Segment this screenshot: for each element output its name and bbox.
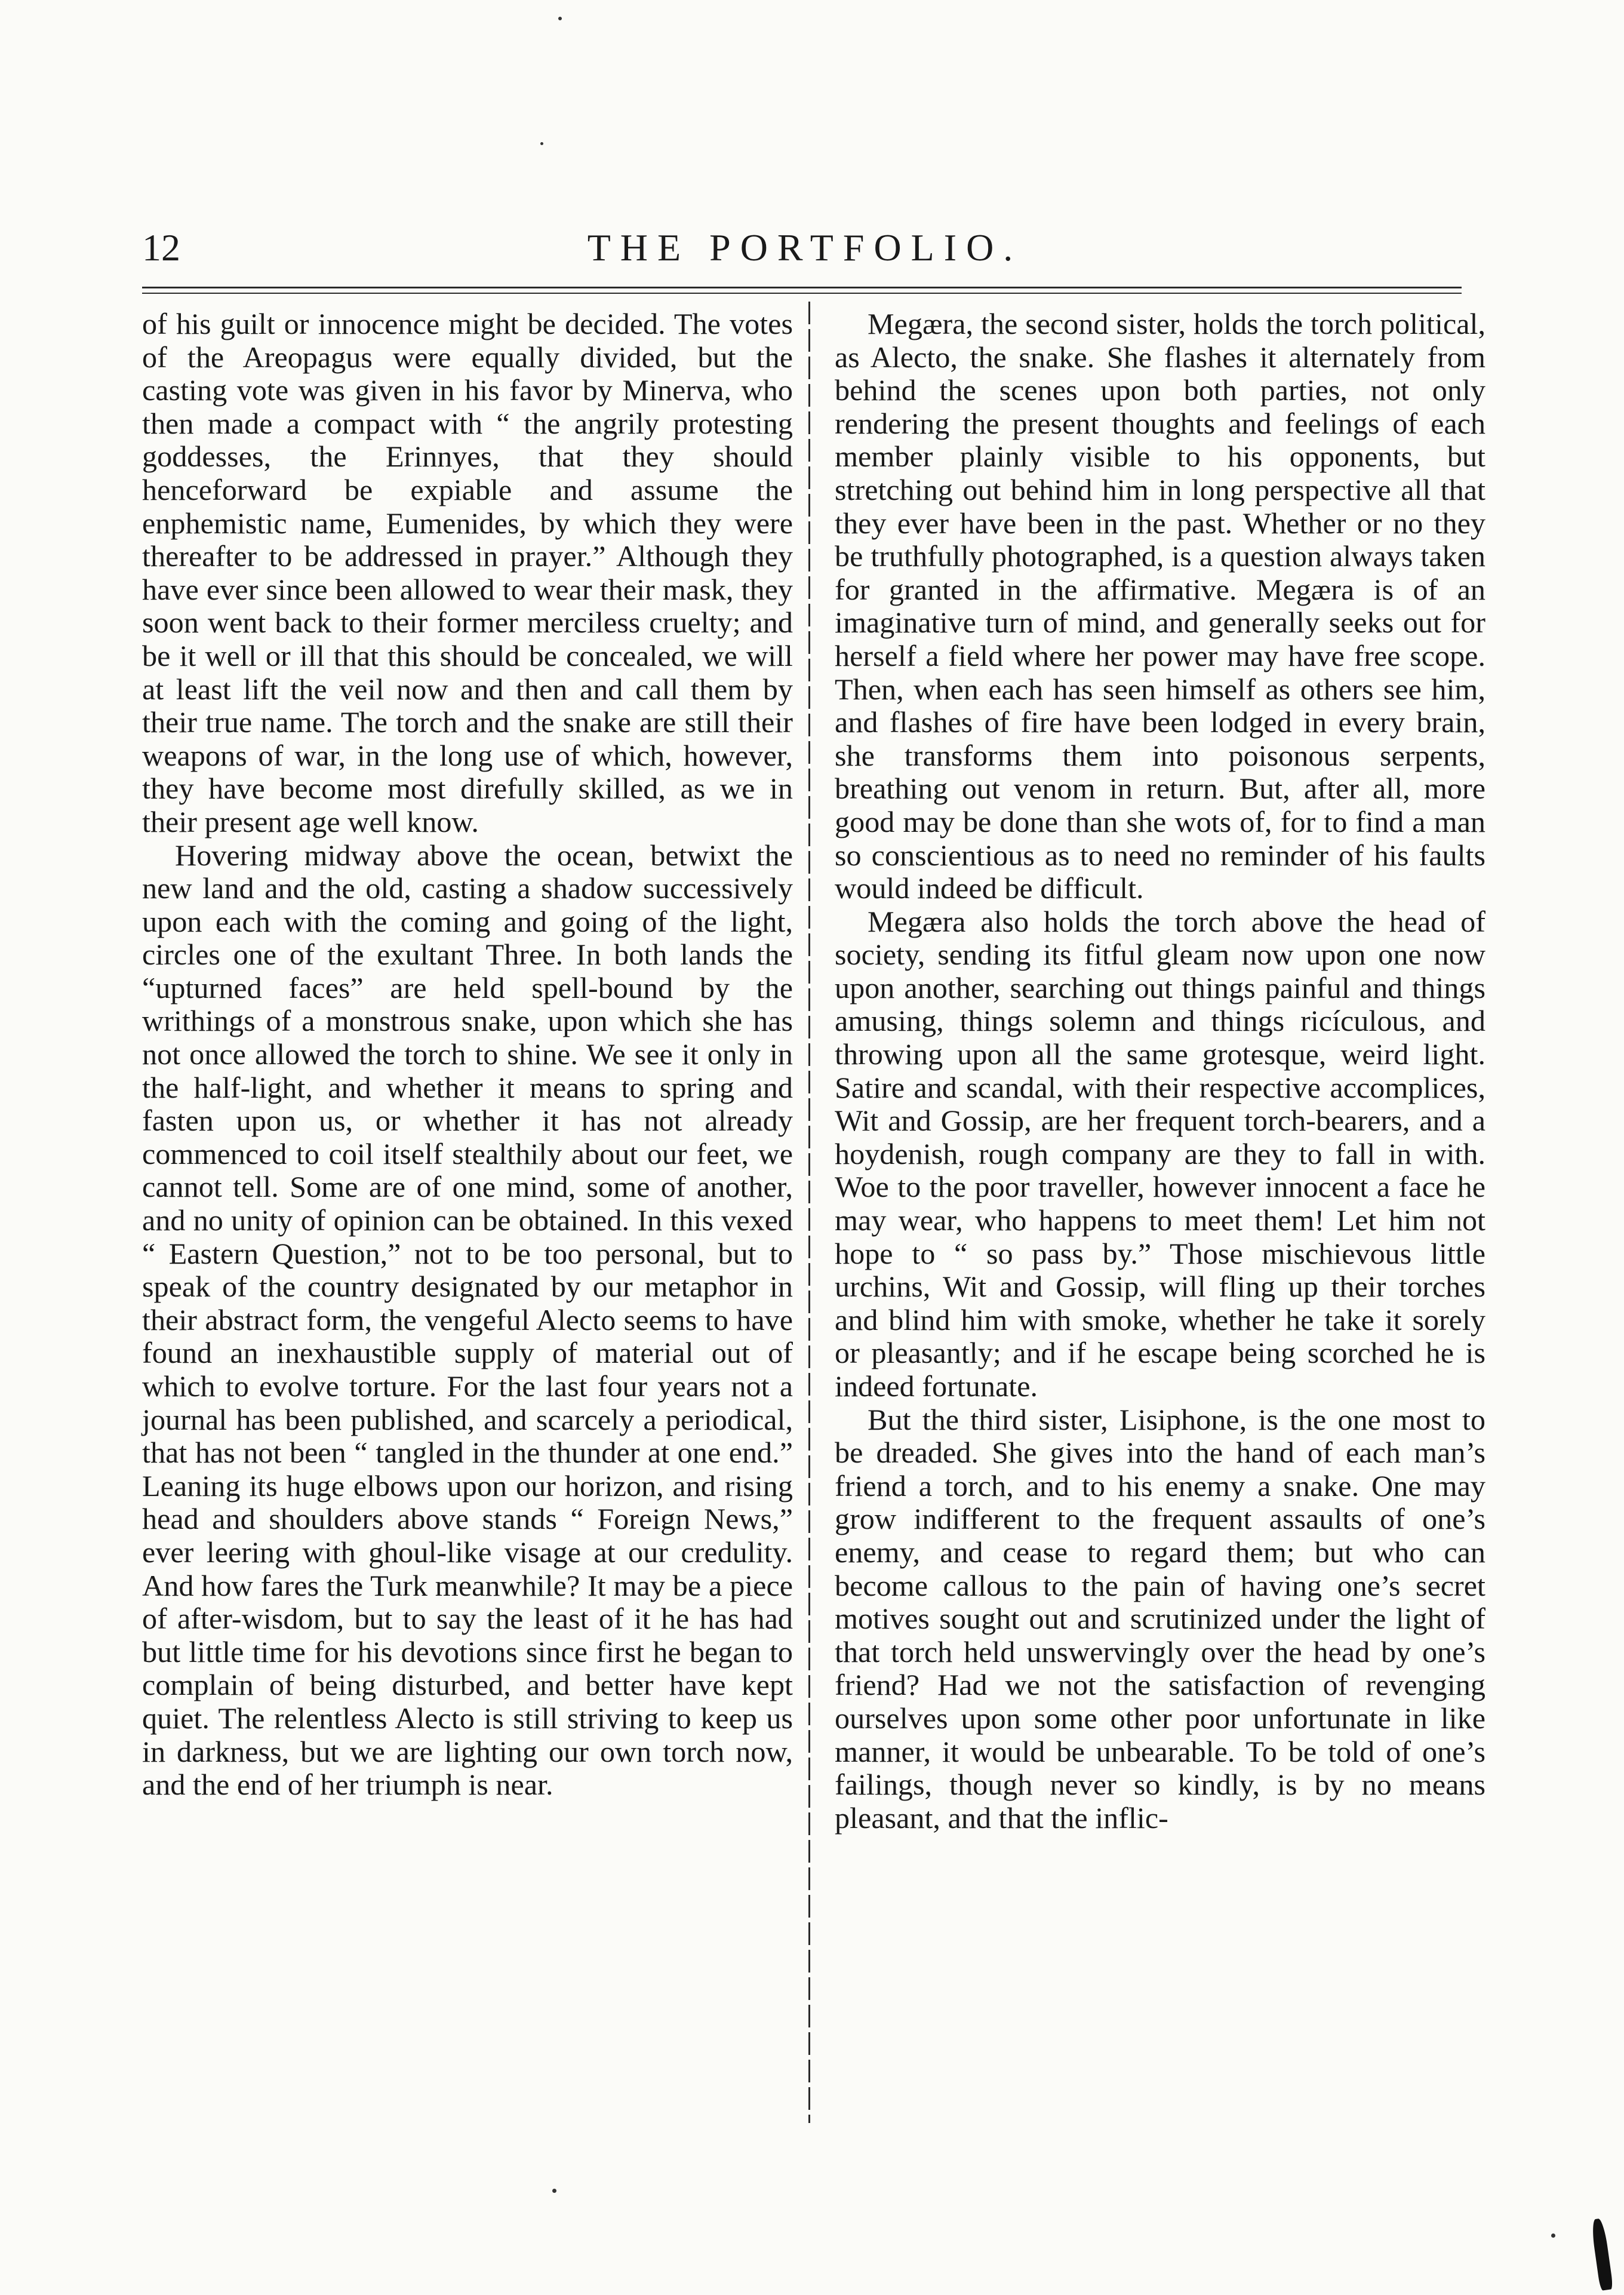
scan-smudge	[1591, 2218, 1613, 2291]
scan-speck	[540, 142, 543, 145]
scan-speck	[1551, 2233, 1555, 2238]
scan-speck	[552, 2189, 556, 2193]
paragraph: Hovering midway above the ocean, betwixt the new land and the old, casting a shadow successively upon each with the coming and going of the light, circles one of the exultant Three. In both lands the “upturned faces” are held spell-bound by the writhings of a monstrous snake, upon which she has not once allowed the torch to shine. We see it only in the half-light, and whether it means to spring and fasten upon us, or whether it has not already commenced to coil itself stealthily about our feet, we cannot tell. Some are of one mind, some of another, and no unity of opinion can be obtained. In this vexed “ Eastern Question,” not to be too personal, but to speak of the country designated by our metaphor in their abstract form, the vengeful Alecto seems to have found an inexhaustible supply of material out of which to evolve torture. For the last four years not a journal has been published, and scarcely a periodical, that has not been “ tangled in the thunder at one end.” Leaning its huge elbows upon our horizon, and rising head and shoulders above stands “ Foreign News,” ever leering with ghoul-like visage at our credulity. And how fares the Turk meanwhile? It may be a piece of after-wisdom, but to say the least of it he has had but little time for his devotions since first he began to complain of being disturbed, and better have kept quiet. The relentless Alecto is still striving to keep us in darkness, but we are lighting our own torch now, and the end of her triumph is near.	[142, 838, 793, 1802]
page-number: 12	[142, 226, 180, 269]
paragraph: But the third sister, Lisiphone, is the one most to be dreaded. She gives into the hand of each man’s friend a torch, and to his enemy a snake. One may grow indifferent to the frequent assaults of one’s enemy, and cease to regard them; but who can become callous to the pain of having one’s secret motives sought out and scrutinized under the light of that torch held unswervingly over the head by one’s friend? Had we not the satisfaction of revenging ourselves upon some other poor unfortunate in like manner, it would be unbearable. To be told of one’s failings, though never so kindly, is by no means pleasant, and that the inflic-	[835, 1402, 1485, 1835]
header-rule-lower	[142, 293, 1462, 294]
header-rule	[142, 287, 1462, 288]
paragraph: Megæra also holds the torch above the head of society, sending its fitful gleam now upon one now upon another, searching out things painful and things amusing, things solemn and things ricículous, and throwing upon all the same grotesque, weird light. Satire and scandal, with their respective accomplices, Wit and Gossip, are her frequent torch-bearers, and a hoydenish, rough company are they to fall in with. Woe to the poor traveller, however innocent a face he may wear, who happens to meet them! Let him not hope to “ so pass by.” Those mischievous little urchins, Wit and Gossip, will fling up their torches and blind him with smoke, whether he take it sorely or pleasantly; and if he escape being scorched he is indeed fortunate.	[835, 904, 1485, 1403]
page-header	[142, 221, 1468, 275]
scan-speck	[558, 17, 562, 20]
left-column	[142, 308, 793, 1802]
paragraph: Megæra, the second sister, holds the torch political, as Alecto, the snake. She flashes it alternately from behind the scenes upon both parties, not only rendering the present thoughts and feelings of each member plainly visible to his opponents, but stretching out behind him in long perspective all that they ever have been in the past. Whether or no they be truthfully photographed, is a question always taken for granted in the affirmative. Megæra is of an imaginative turn of mind, and generally seeks out for herself a field where her power may have free scope. Then, when each has seen himself as others see him, and flashes of fire have been lodged in every brain, she transforms them into poisonous serpents, breathing out venom in return. But, after all, more good may be done than she wots of, for to find a man so conscientious as to need no reminder of his faults would indeed be difficult.	[835, 307, 1485, 905]
right-column	[835, 308, 1485, 1835]
running-title: THE PORTFOLIO.	[587, 226, 1023, 269]
paragraph: of his guilt or innocence might be decided. The votes of the Areopagus were equally divided, but the casting vote was given in his favor by Minerva, who then made a compact with “ the angrily protesting goddesses, the Erinnyes, that they should henceforward be expiable and assume the enphemistic name, Eumenides, by which they were thereafter to be addressed in prayer.” Although they have ever since been allowed to wear their mask, they soon went back to their former merciless cruelty; and be it well or ill that this should be concealed, we will at least lift the veil now and then and call them by their true name. The torch and the snake are still their weapons of war, in the long use of which, however, they have become most direfully skilled, as we in their present age well know.	[142, 307, 793, 838]
column-divider	[808, 302, 810, 2123]
